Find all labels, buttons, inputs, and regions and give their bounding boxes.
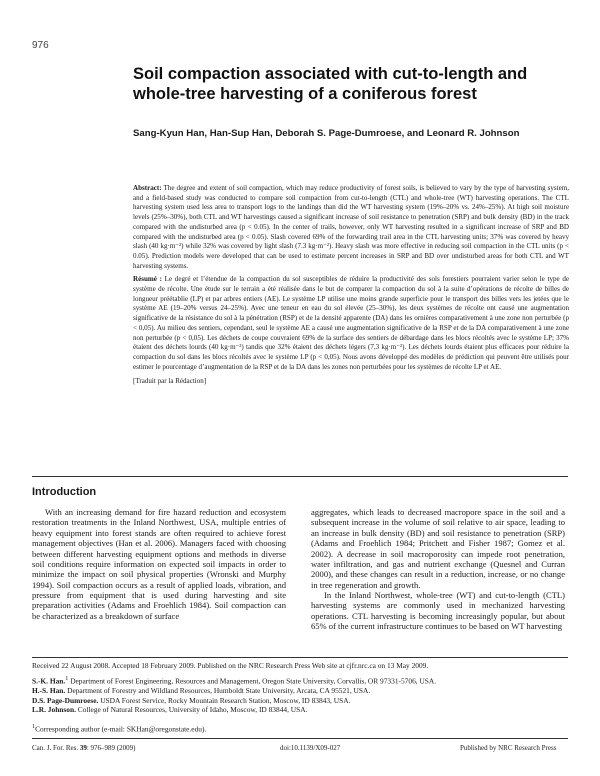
- intro-left-column: [32, 507, 286, 621]
- footer-divider: [32, 738, 568, 739]
- corresponding-author: $^1$Corresponding author (e-mail: SKHan@oregonstate.edu).: [32, 724, 207, 734]
- journal-citation: Can. J. For. Res. 39: 976–989 (2009): [32, 744, 136, 752]
- intro-paragraph: In the Inland Northwest, whole-tree (WT) and cut-to-length (CTL) harvesting systems are commonly used in mechanized harvesting operations. CTL harvesting is becoming increasingly popular, but about 65% of the current infrastructure continues to be based on WT harvesting: [311, 590, 565, 632]
- author-list: Sang-Kyun Han, Han-Sup Han, Deborah S. Page-Dumroese, and Leonard R. Johnson: [133, 128, 520, 139]
- introduction-heading: Introduction: [32, 486, 97, 498]
- resume-label: Résumé :: [133, 275, 162, 284]
- doi: doi:10.1139/X09-027: [280, 744, 341, 752]
- abstract-en: [133, 184, 569, 271]
- abstract-fr: [133, 275, 569, 372]
- abstract-label: Abstract:: [133, 184, 162, 192]
- resume-text: Le degré et l’étendue de la compaction du sol susceptibles de réduire la productivité des sols forestiers pourraient varier selon le type de système de récolte. Une étude sur le terrain a été réalisée dans le but de comparer la compaction du sol à la suite d’opérations de récolte de billes de longueur préétablie (LP) et par arbres entiers (AE). Le système LP utilise une moins grande superficie pour le transport des billes vers les jetées que le système AE (19–20% versus 24–25%). Avec une teneur en eau du sol élevée (25–30%), les deux systèmes de récolte ont causé une augmentation significative de la résistance du sol à la pénétration (RSP) et de la densité apparente (DA) dans les ornières comparativement à une zone non perturbée (p < 0,05). Au milieu des sentiers, cependant, seul le système AE a causé une augmentation significative de la RSP et de la DA comparativement à une zone non perturbée (p < 0,05). Les déchets de coupe couvraient 69% de la surface des sentiers de débardage dans les blocs récoltés avec le système LP; 37% étaient des déchets lourds (40 kg·m⁻²) tandis que 32% étaient des déchets légers (7,3 kg·m⁻²). Les déchets lourds étaient plus efficaces pour réduire la compaction du sol dans les blocs récoltés avec le système LP (p < 0,05). Nous avons développé des modèles de prédiction qui peuvent être utilisés pour estimer le pourcentage d’augmentation de la RSP et de la DA dans les zones non perturbées pour les systèmes de récolte LP et AE.: [133, 275, 569, 371]
- affiliations: [32, 675, 568, 715]
- abstract-divider: [32, 476, 568, 477]
- footnote-divider: [32, 657, 568, 658]
- page-number: 976: [32, 40, 49, 51]
- intro-paragraph: With an increasing demand for fire hazard reduction and ecosystem restoration treatments in the Inland Northwest, USA, multiple entries of heavy equipment into forest stands are often required to achieve forest management objectives (Han et al. 2006). Managers faced with choosing between different harvesting equipment options and methods in diverse soil conditions require information on expected soil impacts in order to minimize the impact on soil physical properties (Wronski and Murphy 1994). Soil compaction occurs as a result of applied loads, vibration, and pressure from equipment that is used during harvesting and site preparation activities (Adams and Froehlich 1984). Soil compaction can be characterized as a breakdown of surface: [32, 507, 286, 621]
- paper-title: Soil compaction associated with cut-to-length and whole-tree harvesting of a coniferous forest: [133, 65, 528, 103]
- affiliation-item: L.R. Johnson. College of Natural Resources, University of Idaho, Moscow, ID 83844, USA.: [32, 705, 308, 715]
- translator-note: [Traduit par la Rédaction]: [133, 377, 207, 386]
- abstract-block: [133, 184, 569, 391]
- intro-right-column: [311, 507, 565, 632]
- received-dates: Received 22 August 2008. Accepted 18 February 2009. Published on the NRC Research Press Web site at cjfr.nrc.ca on 13 May 2009.: [32, 661, 429, 670]
- intro-paragraph-continued: aggregates, which leads to decreased macropore space in the soil and a subsequent increase in the volume of soil relative to air space, leading to an increase in bulk density (BD) and soil resistance to penetration (SRP) (Adams and Froehlich 1984; Pritchett and Fisher 1987; Gomez et al. 2002). A decrease in soil macroporosity can impede root penetration, water infiltration, and gas and nutrient exchange (Quesnel and Curran 2000), and these changes can result in a reduction, increase, or no change in tree regeneration and growth.: [311, 507, 565, 590]
- abstract-text: The degree and extent of soil compaction, which may reduce productivity of forest soils, is believed to vary by the type of harvesting system, and a field-based study was conducted to compare soil compaction from cut-to-length (CTL) and whole-tree (WT) harvesting operations. The CTL harvesting system used less area to transport logs to the landings than did the WT harvesting system (19%–20% vs. 24%–25%). At high soil moisture levels (25%–30%), both CTL and WT harvestings caused a significant increase of soil resistance to penetration (SRP) and bulk density (BD) in the track compared with the undisturbed area (p < 0.05). In the center of trails, however, only WT harvesting resulted in a significant increase of SRP and BD compared with the undisturbed area (p < 0.05). Slash covered 69% of the forwarding trail area in the CTL harvesting units; 37% was covered by heavy slash (40 kg·m⁻²) while 32% was covered by light slash (7.3 kg·m⁻²). Heavy slash was more effective in reducing soil compaction in the CTL units (p < 0.05). Prediction models were developed that can be used to estimate percent increases in SRP and BD over undisturbed areas for both CTL and WT harvesting systems.: [133, 184, 570, 270]
- publisher: Published by NRC Research Press: [460, 744, 557, 752]
- affiliation-item: D.S. Page-Dumroese. USDA Forest Service, Rocky Mountain Research Station, Moscow, ID 83843, USA.: [32, 695, 351, 705]
- affiliation-item: H.-S. Han. Department of Forestry and Wildland Resources, Humboldt State University, Arcata, CA 95521, USA.: [32, 686, 371, 696]
- affiliation-item: S.-K. Han.$^1$ Department of Forest Engineering, Resources and Management, Oregon State University, Corvallis, OR 97331-5706, USA.: [32, 676, 437, 686]
